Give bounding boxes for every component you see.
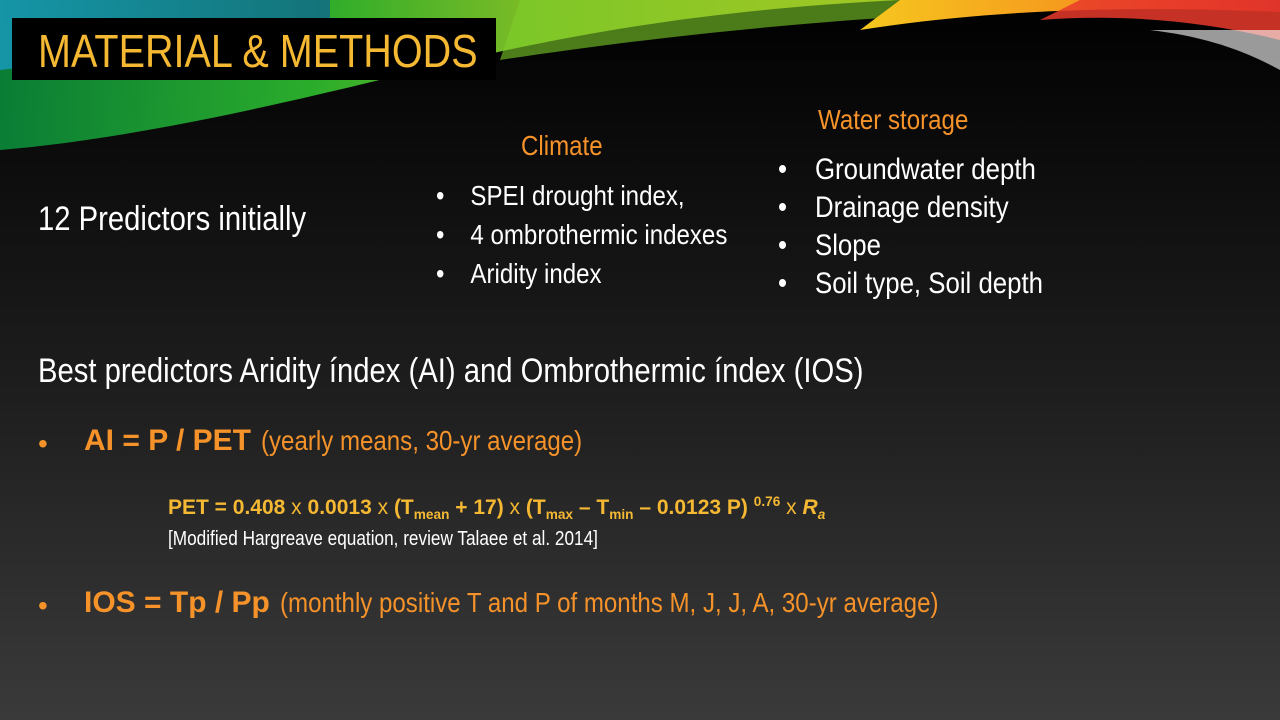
- ai-note: (yearly means, 30-yr average): [261, 425, 583, 456]
- pet-citation: [Modified Hargreave equation, review Talaee et al. 2014]: [168, 528, 598, 550]
- ai-line: [84, 424, 635, 458]
- bullet: •: [436, 219, 445, 250]
- water-storage-list: [778, 151, 1043, 303]
- bullet: •: [778, 191, 788, 224]
- list-item: • Soil type, Soil depth: [778, 265, 1043, 303]
- water-storage-heading: Water storage: [818, 104, 969, 135]
- ai-formula: AI = P / PET: [84, 424, 252, 457]
- list-item: • SPEI drought index,: [436, 176, 727, 215]
- climate-list: [436, 176, 727, 293]
- ios-note: (monthly positive T and P of months M, J, J, A, 30-yr average): [280, 587, 939, 618]
- ios-bullet: •: [38, 590, 48, 621]
- ios-formula: IOS = Tp / Pp: [84, 586, 270, 619]
- best-predictors-text: Best predictors Aridity índex (AI) and Ombrothermic índex (IOS): [38, 352, 864, 390]
- pet-formula: PET = 0.408 x 0.0013 x $(T_{mean} + 17)$ x ($T_{max} - T_{min} - 0.0123$ P) $^{0.76}$ x $R_a$: [168, 494, 826, 523]
- bullet: •: [436, 258, 445, 289]
- bullet: •: [778, 153, 788, 186]
- list-item: • Groundwater depth: [778, 151, 1043, 189]
- list-item: • Slope: [778, 227, 1043, 265]
- ios-line: [84, 586, 1046, 620]
- bullet: •: [778, 267, 788, 300]
- climate-heading: Climate: [521, 130, 603, 161]
- list-item: • 4 ombrothermic indexes: [436, 215, 727, 254]
- predictors-text: 12 Predictors initially: [38, 200, 307, 238]
- ai-bullet: •: [38, 428, 48, 459]
- bullet: •: [436, 180, 445, 211]
- slide-title: MATERIAL & METHODS: [38, 25, 478, 77]
- list-item: • Aridity index: [436, 254, 727, 293]
- list-item: • Drainage density: [778, 189, 1043, 227]
- bullet: •: [778, 229, 788, 262]
